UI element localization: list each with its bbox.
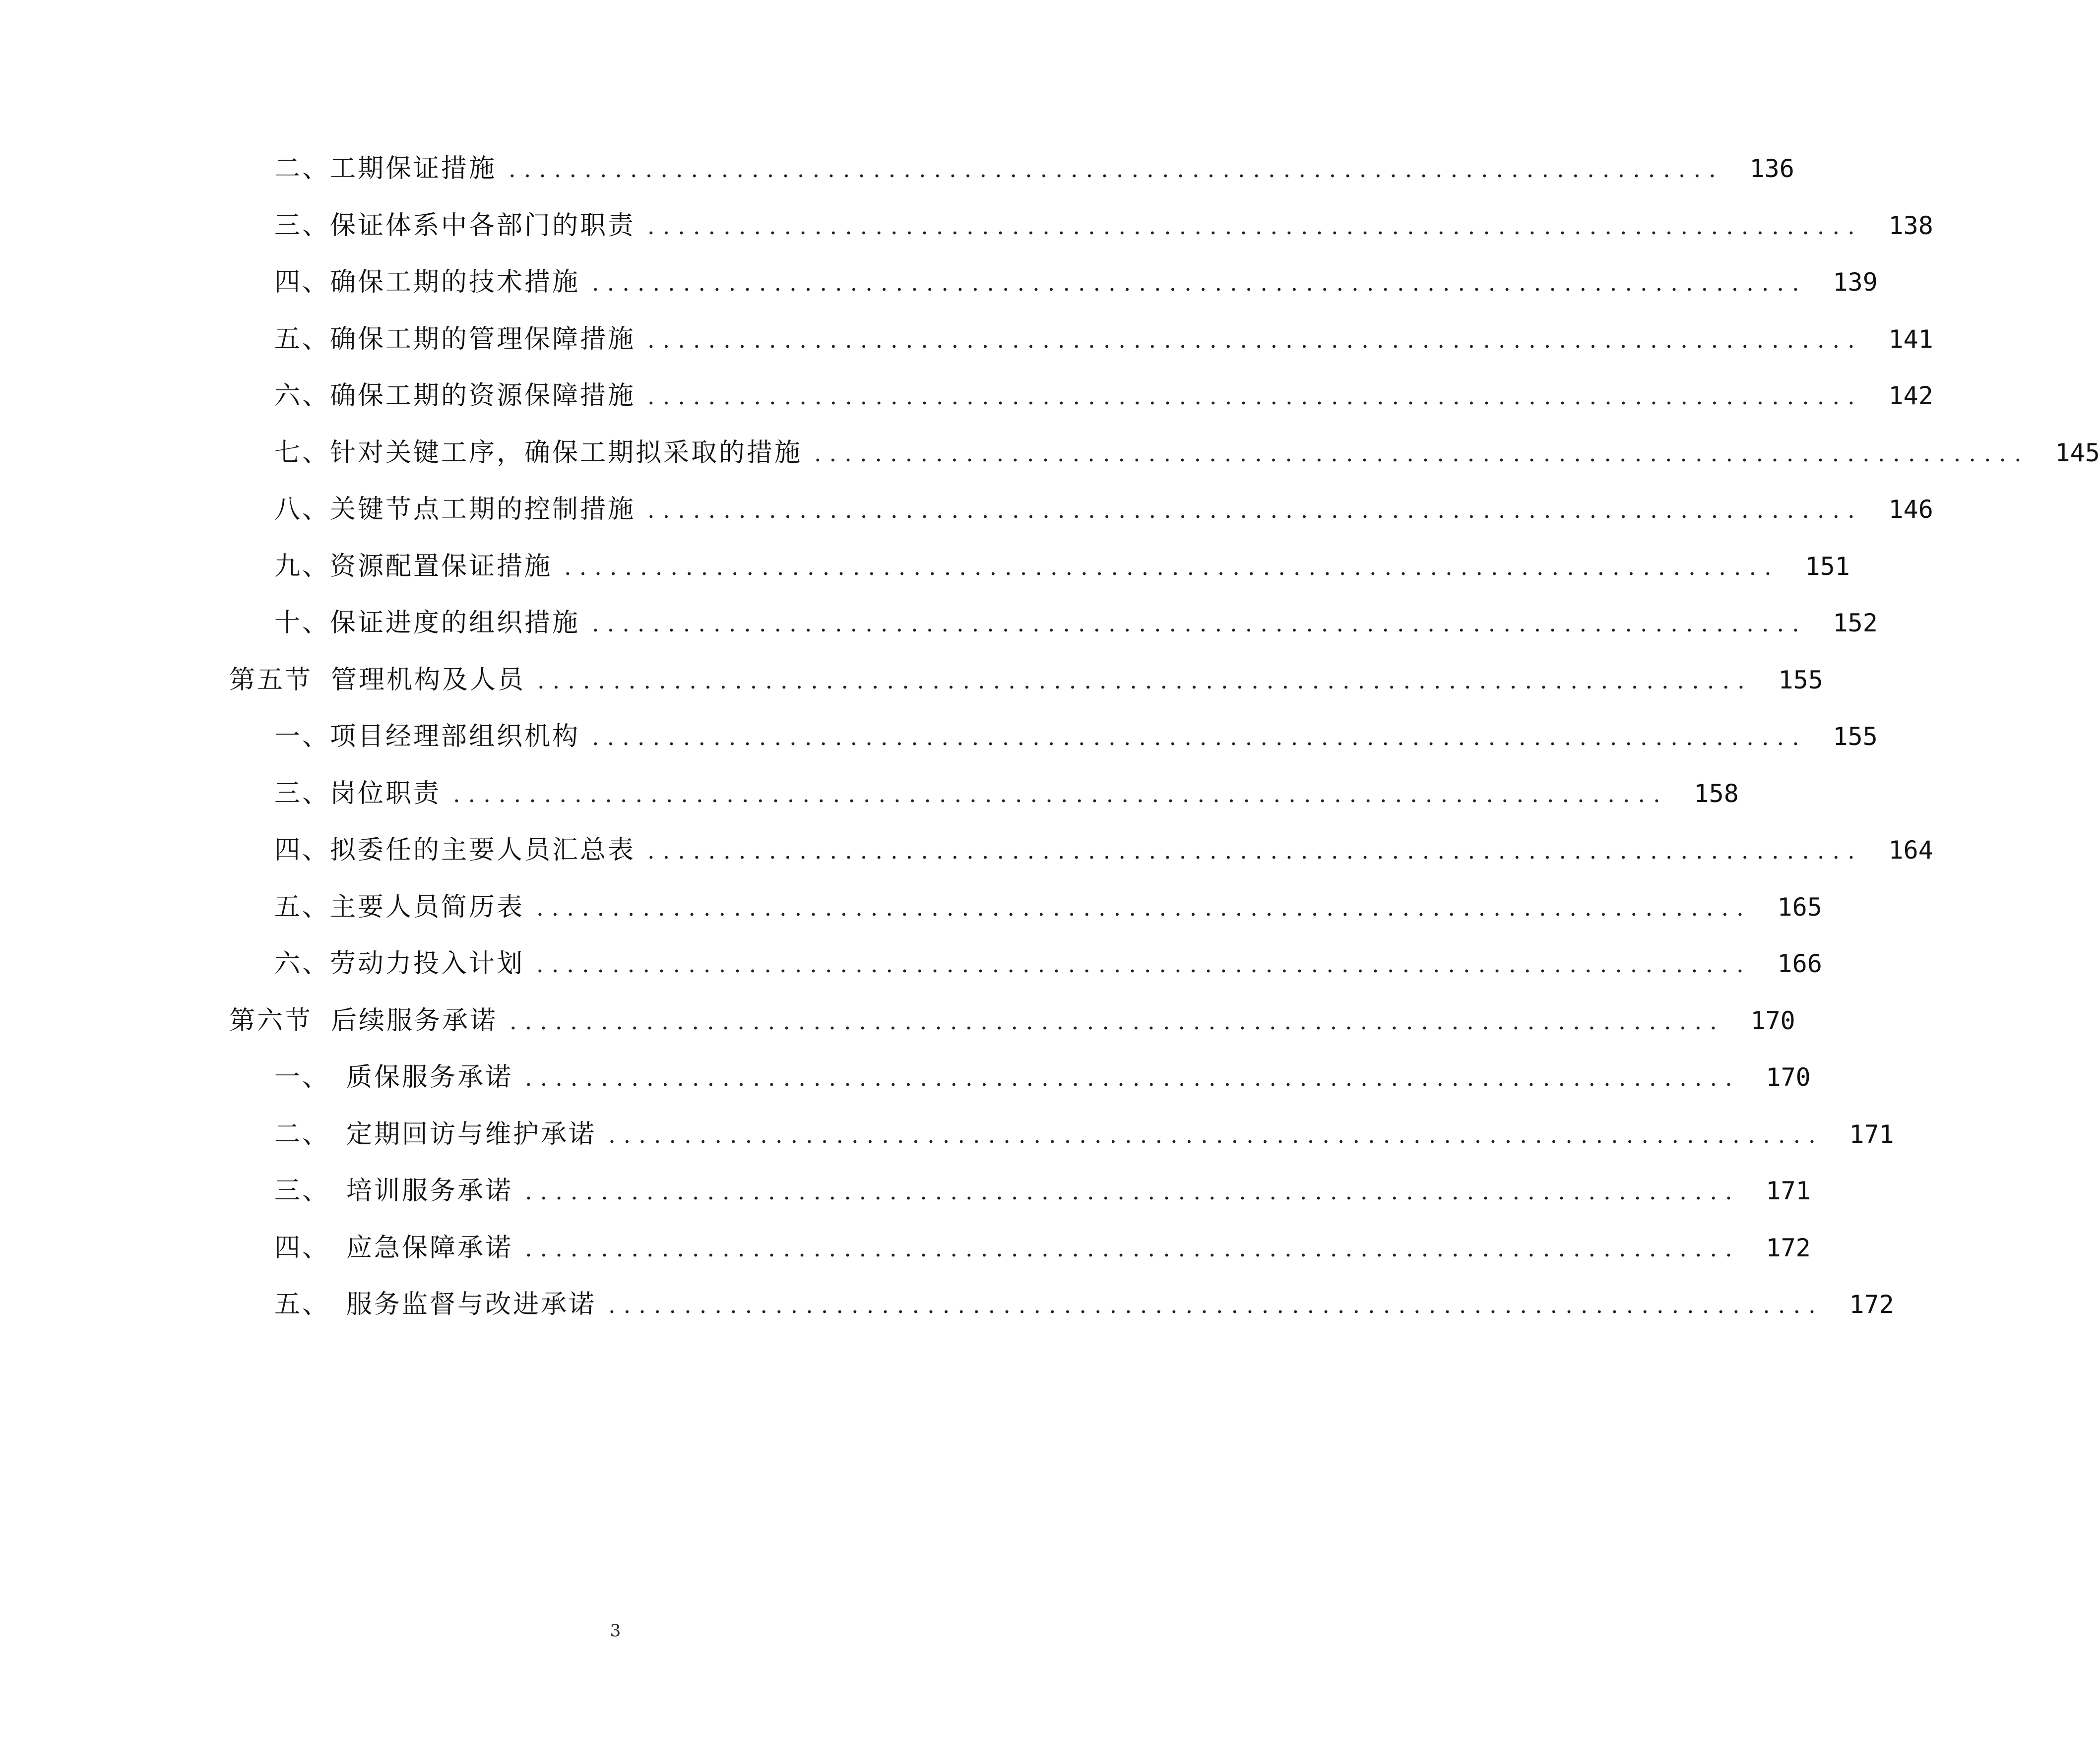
toc-entry-title: 针对关键工序，确保工期拟采取的措施 bbox=[330, 437, 803, 468]
toc-entry-heading bbox=[274, 425, 802, 481]
toc-entry-page-number: 164 bbox=[1888, 836, 1933, 865]
toc-entry[interactable] bbox=[0, 197, 1933, 254]
toc-entry-heading bbox=[274, 1049, 513, 1106]
toc-entry[interactable] bbox=[0, 1276, 1894, 1333]
toc-entry-title: 项目经理部组织机构 bbox=[330, 722, 580, 751]
page-number-footer: 3 bbox=[610, 1621, 621, 1641]
toc-section-entry[interactable] bbox=[0, 993, 1795, 1049]
toc-entry-number: 第六节 bbox=[229, 1005, 313, 1036]
toc-entry-page-number: 136 bbox=[1749, 154, 1794, 183]
toc-entry-heading bbox=[274, 311, 636, 368]
toc-entry-title: 工期保证措施 bbox=[330, 154, 497, 184]
toc-entry-title: 后续服务承诺 bbox=[331, 1005, 498, 1036]
toc-dot-leader: ................................................................................ bbox=[592, 724, 1807, 750]
toc-entry-page-number: 145 bbox=[2055, 438, 2100, 467]
toc-entry-title: 应急保障承诺 bbox=[346, 1233, 513, 1263]
toc-entry-title: 资源配置保证措施 bbox=[330, 551, 553, 581]
toc-entry-page-number: 172 bbox=[1849, 1290, 1894, 1319]
toc-entry-number: 第五节 bbox=[229, 665, 313, 695]
toc-entry-heading bbox=[274, 254, 580, 311]
toc-entry-heading bbox=[274, 481, 636, 538]
toc-entry-heading bbox=[274, 1276, 596, 1333]
toc-entry-page-number: 152 bbox=[1833, 609, 1878, 637]
toc-entry-page-number: 171 bbox=[1849, 1119, 1894, 1149]
toc-entry-heading bbox=[274, 538, 552, 595]
toc-entry-title: 岗位职责 bbox=[330, 778, 442, 808]
toc-entry-number: 六、 bbox=[274, 949, 330, 979]
toc-entry[interactable] bbox=[0, 1106, 1894, 1163]
toc-dot-leader: ................................................................................ bbox=[525, 1064, 1740, 1091]
toc-entry-title: 定期回访与维护承诺 bbox=[346, 1119, 597, 1149]
toc-entry-page-number: 142 bbox=[1888, 381, 1933, 410]
toc-entry[interactable] bbox=[0, 935, 1822, 992]
toc-entry[interactable] bbox=[0, 425, 2100, 481]
toc-entry[interactable] bbox=[0, 765, 1739, 822]
toc-entry-heading bbox=[274, 1220, 513, 1276]
toc-entry-title: 确保工期的管理保障措施 bbox=[330, 324, 636, 354]
toc-entry-number: 二、 bbox=[274, 154, 330, 184]
toc-entry-number: 三、 bbox=[274, 778, 330, 808]
toc-entry-heading bbox=[274, 197, 636, 254]
toc-entry[interactable] bbox=[0, 708, 1878, 765]
toc-dot-leader: ................................................................................ bbox=[525, 1235, 1740, 1262]
toc-entry-page-number: 165 bbox=[1777, 892, 1822, 922]
toc-entry-title: 培训服务承诺 bbox=[346, 1176, 513, 1206]
toc-entry-number: 一、 bbox=[274, 1062, 330, 1092]
toc-entry-heading bbox=[274, 822, 636, 878]
toc-entry-heading bbox=[274, 368, 636, 424]
toc-dot-leader: ................................................................................ bbox=[647, 497, 1863, 523]
toc-entry[interactable] bbox=[0, 595, 1878, 651]
toc-entry-title: 质保服务承诺 bbox=[346, 1062, 513, 1092]
toc-entry-page-number: 151 bbox=[1805, 552, 1850, 581]
toc-entry-number: 四、 bbox=[274, 835, 330, 865]
toc-entry-title: 服务监督与改进承诺 bbox=[346, 1290, 597, 1319]
toc-dot-leader: ................................................................................ bbox=[564, 553, 1780, 580]
toc-entry-title: 确保工期的资源保障措施 bbox=[330, 381, 636, 411]
toc-entry-heading bbox=[274, 1106, 596, 1163]
toc-entry-page-number: 155 bbox=[1833, 722, 1878, 751]
toc-dot-leader: ................................................................................ bbox=[453, 780, 1668, 808]
toc-entry-title: 管理机构及人员 bbox=[331, 665, 526, 695]
toc-entry[interactable] bbox=[0, 538, 1850, 595]
toc-dot-leader: ................................................................................ bbox=[536, 951, 1752, 978]
toc-dot-leader: ................................................................................ bbox=[647, 212, 1863, 240]
toc-entry-title: 拟委任的主要人员汇总表 bbox=[330, 835, 636, 865]
toc-entry[interactable] bbox=[0, 1220, 1811, 1276]
toc-entry[interactable] bbox=[0, 311, 1933, 368]
toc-entry-number: 一、 bbox=[274, 722, 330, 751]
toc-entry[interactable] bbox=[0, 879, 1822, 935]
toc-entry[interactable] bbox=[0, 822, 1933, 878]
toc-entry-page-number: 138 bbox=[1888, 211, 1933, 240]
toc-entry-number: 五、 bbox=[274, 324, 330, 354]
toc-dot-leader: ................................................................................ bbox=[537, 667, 1753, 694]
toc-dot-leader: ................................................................................ bbox=[592, 610, 1807, 637]
toc-entry-heading bbox=[274, 1163, 513, 1219]
toc-entry[interactable] bbox=[0, 1163, 1811, 1219]
toc-entry-title: 关键节点工期的控制措施 bbox=[330, 495, 636, 524]
toc-entry-heading bbox=[274, 765, 441, 822]
toc-dot-leader: ................................................................................ bbox=[509, 156, 1724, 183]
toc-dot-leader: ................................................................................ bbox=[525, 1178, 1740, 1205]
toc-entry-number: 八、 bbox=[274, 495, 330, 524]
toc-entry-page-number: 139 bbox=[1833, 268, 1878, 297]
toc-entry-number: 九、 bbox=[274, 551, 330, 581]
toc-entry[interactable] bbox=[0, 481, 1933, 538]
toc-entry-page-number: 166 bbox=[1777, 949, 1822, 978]
toc-dot-leader: ................................................................................ bbox=[592, 269, 1807, 296]
toc-entry[interactable] bbox=[0, 140, 1794, 197]
toc-entry-number: 七、 bbox=[274, 437, 330, 468]
toc-entry-number: 四、 bbox=[274, 1233, 330, 1263]
toc-entry-number: 四、 bbox=[274, 267, 330, 297]
toc-entry-number: 二、 bbox=[274, 1119, 330, 1149]
toc-entry-heading bbox=[274, 708, 580, 765]
toc-entry-heading bbox=[274, 935, 524, 992]
toc-entry-number: 六、 bbox=[274, 381, 330, 411]
toc-entry-page-number: 172 bbox=[1766, 1233, 1811, 1262]
toc-dot-leader: ................................................................................ bbox=[814, 439, 2030, 467]
toc-entry-number: 五、 bbox=[274, 892, 330, 922]
toc-entry-heading bbox=[274, 140, 497, 197]
toc-dot-leader: ................................................................................ bbox=[509, 1007, 1725, 1035]
toc-entry-number: 三、 bbox=[274, 1176, 330, 1206]
toc-entry-heading bbox=[274, 879, 524, 935]
toc-entry-number: 三、 bbox=[274, 210, 330, 241]
toc-entry-page-number: 170 bbox=[1766, 1063, 1811, 1092]
toc-entry-heading bbox=[229, 993, 498, 1049]
toc-entry-page-number: 146 bbox=[1888, 495, 1933, 524]
toc-dot-leader: ................................................................................ bbox=[647, 326, 1863, 353]
toc-entry-number: 五、 bbox=[274, 1290, 330, 1319]
toc-dot-leader: ................................................................................ bbox=[647, 837, 1863, 864]
toc-section-entry[interactable] bbox=[0, 652, 1823, 708]
toc-dot-leader: ................................................................................ bbox=[608, 1292, 1824, 1318]
toc-entry-title: 确保工期的技术措施 bbox=[330, 267, 580, 297]
toc-dot-leader: ................................................................................ bbox=[647, 383, 1863, 410]
toc-dot-leader: ................................................................................ bbox=[536, 894, 1752, 921]
toc-entry-page-number: 141 bbox=[1888, 324, 1933, 354]
toc-entry-page-number: 171 bbox=[1766, 1177, 1811, 1205]
toc-entry-title: 保证体系中各部门的职责 bbox=[330, 210, 636, 241]
toc-entry-page-number: 170 bbox=[1750, 1006, 1795, 1035]
toc-entry-title: 劳动力投入计划 bbox=[330, 949, 525, 979]
toc-entry[interactable] bbox=[0, 254, 1878, 311]
toc-entry[interactable] bbox=[0, 368, 1933, 424]
toc-entry-title: 保证进度的组织措施 bbox=[330, 608, 580, 638]
toc-dot-leader: ................................................................................ bbox=[608, 1121, 1824, 1148]
toc-entry-heading bbox=[274, 595, 580, 651]
toc-entry-number: 十、 bbox=[274, 608, 330, 638]
toc-entry[interactable] bbox=[0, 1049, 1811, 1106]
toc-entry-heading bbox=[229, 652, 525, 708]
toc-entry-title: 主要人员简历表 bbox=[330, 892, 525, 922]
toc-entry-page-number: 155 bbox=[1778, 665, 1823, 694]
toc-entry-page-number: 158 bbox=[1694, 779, 1739, 808]
